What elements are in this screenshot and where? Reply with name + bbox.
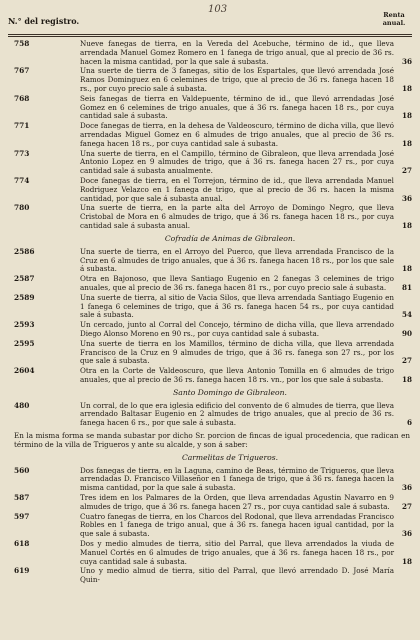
annual-rent-amount: 81 (401, 282, 412, 292)
entry-text: Una suerte de tierra, en el Arroyo del Puerco, que lleva arrendada Francisco de la Cruz en 6 almudes de trigo anuales, que á 36 rs. fanega hacen 18 rs., por los que sale á subasta. (80, 246, 394, 274)
annual-rent-amount: 18 (401, 374, 412, 384)
entry-row (0, 294, 420, 320)
registry-number: 758 (14, 39, 30, 48)
entry-text: Un cercado, junto al Corral del Concejo, término de dicha villa, que lleva arrendado Diego Alonso Moreno en 90 rs., por cuya cantidad sale á subasta. (80, 320, 394, 338)
entry-text: Dos y medio almudes de tierra, sitio del Parral, que lleva arrendados la viuda de Manuel Cortés en 6 almudes de trigo anuales, que á 36 rs. fanega hacen 18 rs., por cuya cantidad sale á subasta. (80, 539, 394, 566)
registry-number: 2587 (14, 274, 35, 284)
registry-number: 771 (14, 121, 30, 131)
entry-row (0, 95, 420, 121)
entry-row (0, 150, 420, 176)
annual-rent-amount: 27 (401, 356, 412, 366)
registry-number: 587 (14, 493, 30, 503)
entry-text: Una suerte de tierra, al sitio de Vacia Silos, que lleva arrendada Santiago Eugenio en 1 fanega 6 celemines de trigo, que á 36 rs. fanega hacen 54 rs., por cuya cantidad sale á subasta. (80, 292, 394, 320)
entry-row (0, 540, 420, 566)
entry-row (0, 40, 420, 66)
entry-row (0, 177, 420, 203)
entry-text: Tres idem en los Palmares de la Orden, que lleva arrendadas Agustin Navarro en 9 almudes de trigo, que á 36 rs. fanega hacen 27 rs., por cuya cantidad sale á subasta. (80, 493, 394, 511)
handwritten-page-number: 103 (208, 4, 228, 15)
entry-row (0, 67, 420, 93)
registry-number: 619 (14, 566, 30, 576)
entry-row (0, 494, 420, 512)
entry-text: Nueve fanegas de tierra, en la Vereda del Acebuche, término de id., que lleva arrendada Manuel Gomez Romero en 1 fanega de trigo anual, que al precio de 36 rs. hacen la misma cantidad, por la que sale á subasta. (80, 39, 394, 66)
intro-paragraph: En la misma forma se manda subastar por dicho Sr. porcion de fincas de igual procedencia, que radican en término de la villa de Trigueros y ante su alcalde, y son á saber: (14, 431, 410, 449)
annual-rent-amount: 6 (406, 418, 412, 428)
annual-rent-amount: 36 (401, 529, 412, 539)
entry-row (0, 340, 420, 366)
registry-number: 780 (14, 203, 30, 213)
entry-text: Doce fanegas de tierra, en la dehesa de Valdeoscuro, término de dicha villa, que llevó arrendadas Miguel Gomez en 6 almudes de trigo anuales, que al precio de 36 rs. fanega hacen 18 rs., por cuya cantidad sale á subasta. (80, 121, 394, 148)
entry-text: Doce fanegas de tierra, en el Torrejon, término de id., que lleva arrendada Manuel Rodriguez Velazco en 1 fanega de trigo, que al precio de 36 rs. hacen la misma cantidad, por que sale á subasta anual. (80, 175, 394, 203)
annual-rent-header (376, 11, 412, 27)
section-title-animas: Cofradía de Animas de Gibraleon. (164, 233, 296, 243)
registry-number-header: N.° del registro. (8, 16, 80, 26)
section-title-santo-domingo: Santo Domingo de Gibraleon. (173, 387, 287, 397)
annual-rent-amount: 90 (401, 328, 412, 338)
entries-list-santo-domingo (0, 402, 420, 428)
registry-number: 560 (14, 465, 30, 475)
registry-number: 768 (14, 93, 30, 103)
registry-number: 2604 (14, 366, 35, 376)
registry-number: 774 (14, 175, 30, 185)
annual-rent-amount: 36 (401, 483, 412, 493)
annual-rent-amount: 27 (401, 501, 412, 511)
rent-header-line2: anual. (382, 19, 406, 27)
entry-row (0, 248, 420, 274)
entry-row (0, 513, 420, 539)
registry-number: 773 (14, 148, 30, 158)
entry-text: Dos fanegas de tierra, en la Laguna, camino de Beas, término de Trigueros, que lleva arrendadas D. Francisco Villaseñor en 1 fanega de trigo, que á 36 rs. fanega hacen la misma cantidad, por la que sale á subasta. (80, 465, 394, 493)
annual-rent-amount: 18 (401, 83, 412, 93)
entry-row (0, 402, 420, 428)
entry-row (0, 467, 420, 493)
annual-rent-amount: 54 (401, 310, 412, 320)
registry-number: 618 (14, 539, 30, 549)
header-rule (8, 34, 412, 35)
entry-text: Una suerte de tierra en los Mamillos, término de dicha villa, que lleva arrendada Francisco de la Cruz en 9 almudes de trigo, que á 36 rs. fanega son 27 rs., por los que sale á subasta. (80, 338, 394, 366)
entry-row (0, 367, 420, 385)
annual-rent-amount: 36 (401, 56, 412, 66)
registry-number: 767 (14, 66, 30, 76)
entries-list-carmelitas (0, 467, 420, 585)
registry-number: 597 (14, 511, 30, 521)
annual-rent-amount: 27 (401, 166, 412, 176)
entries-list-animas (0, 248, 420, 385)
section-title-carmelitas: Carmelitas de Trigueros. (181, 452, 279, 462)
rent-header-line1: Renta (383, 11, 405, 19)
entry-text: Cuatro fanegas de tierra, en los Charcos del Rodonal, que lleva arrendadas Francisco Robles en 1 fanega de trigo anual, que á 36 rs. fanega hacen igual cantidad, por la que sale á subasta. (80, 511, 394, 539)
registry-number: 2586 (14, 246, 35, 256)
registry-number: 480 (14, 400, 30, 410)
annual-rent-amount: 18 (401, 264, 412, 274)
annual-rent-amount: 18 (401, 138, 412, 148)
entry-row (0, 321, 420, 339)
entry-text: Otra en la Corte de Valdeoscuro, que lleva Antonio Tomilla en 6 almudes de trigo anuales, que al precio de 36 rs. fanega hacen 18 rs. vn., por los que sale á subasta. (80, 366, 394, 384)
entry-row (0, 204, 420, 230)
annual-rent-amount: 18 (401, 556, 412, 566)
annual-rent-amount: 36 (401, 193, 412, 203)
entries-container (0, 40, 420, 586)
entry-text: Seis fanegas de tierra en Valdepuente, término de id., que llevó arrendadas José Gomez en 6 celemines de trigo anuales, que á 36 rs. fanega hacen 18 rs., por cuya cantidad sale á subasta. (80, 93, 394, 121)
entries-list-top (0, 40, 420, 231)
entry-text: Una suerte de tierra, en la parte alta del Arroyo de Domingo Negro, que lleva Cristobal de Mora en 6 almudes de trigo, que á 36 rs. fanega hacen 18 rs., por cuya cantidad sale á subasta anual. (80, 203, 394, 230)
annual-rent-amount: 18 (401, 220, 412, 230)
entry-text: Una suerte de tierra de 3 fanegas, sitio de los Espartales, que llevó arrendada José Ramos Dominguez en 6 celemines de trigo, que al precio de 36 rs. fanega hacen 18 rs., por cuyo precio sale á subasta. (80, 66, 394, 93)
entry-text: Otra en Bajonoso, que lleva Santiago Eugenio en 2 fanegas 3 celemines de trigo anuales, que al precio de 36 rs. fanega hacen 81 rs., por cuyo precio sale á subasta. (80, 274, 394, 292)
entry-row (0, 275, 420, 293)
entry-row (0, 122, 420, 148)
registry-number: 2595 (14, 338, 35, 348)
header-rule-double (8, 36, 412, 37)
entry-text: Un corral, de lo que era iglesia edificio del convento de 6 almudes de tierra, que lleva arrendado Baltasar Eugenio en 2 almudes de trigo anuales, que al precio de 36 rs. fanega hacen 6 rs., por que sale á subasta. (80, 400, 394, 428)
registry-number: 2593 (14, 320, 35, 330)
annual-rent-amount: 18 (401, 111, 412, 121)
entry-row (0, 567, 420, 585)
entry-text: Una suerte de tierra, en el Campillo, término de Gibraleon, que lleva arrendada José Antonio Lopez en 9 almudes de trigo, que á 36 rs. fanega hacen 27 rs., por cuya cantidad sale á subasta anualmente. (80, 148, 394, 176)
entry-text: Uno y medio almud de tierra, sitio del Parral, que llevó arrendado D. José María Quin- (80, 566, 394, 585)
registry-number: 2589 (14, 292, 35, 302)
